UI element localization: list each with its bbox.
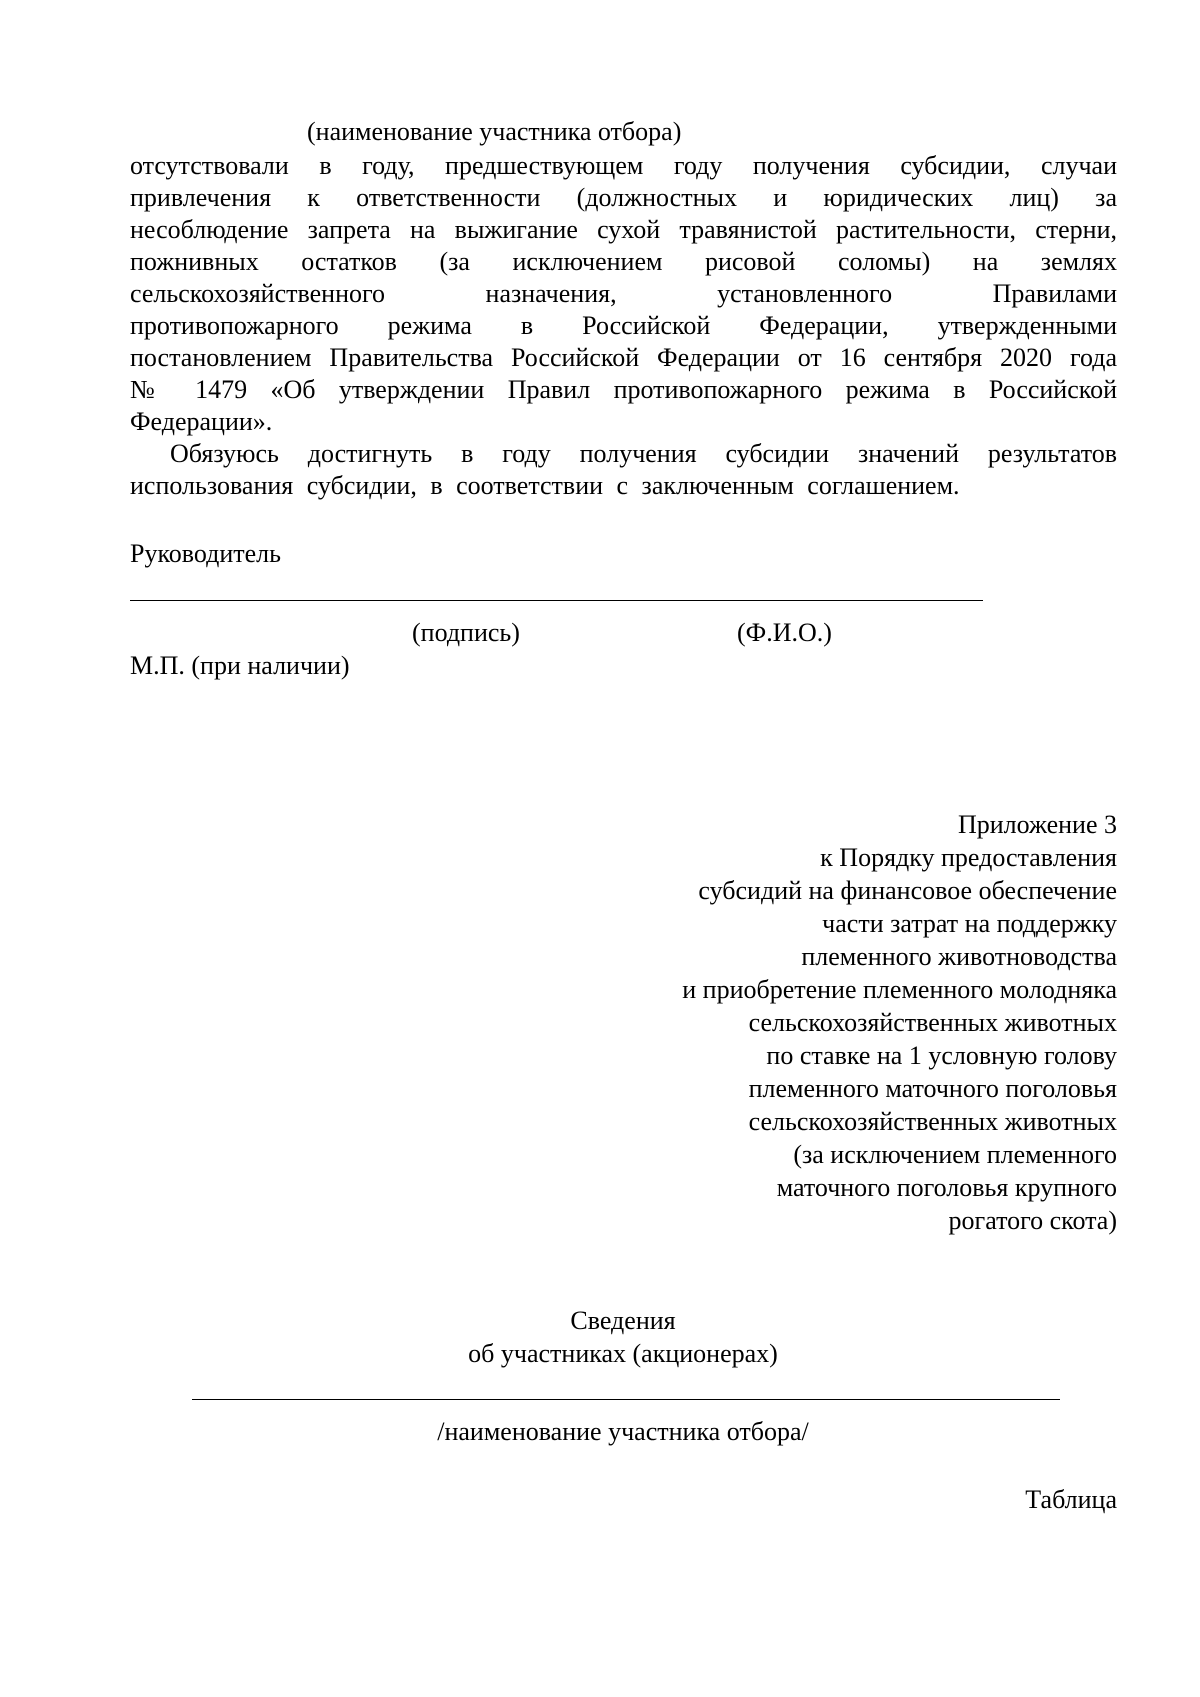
- paragraph-line: противопожарного режима в Российской Федерации, утвержденными: [130, 311, 1117, 340]
- paragraph-line: пожнивных остатков (за исключением рисовой соломы) на землях: [130, 247, 1117, 276]
- paragraph-line: № 1479 «Об утверждении Правил противопожарного режима в Российской: [130, 375, 1117, 404]
- participant-name-caption: (наименование участника отбора): [307, 117, 682, 146]
- appendix-line: рогатого скота): [948, 1206, 1117, 1235]
- appendix-line: сельскохозяйственных животных: [748, 1008, 1117, 1037]
- appendix-line: сельскохозяйственных животных: [748, 1107, 1117, 1136]
- appendix-line: маточного поголовья крупного: [776, 1173, 1117, 1202]
- appendix-line: и приобретение племенного молодняка: [682, 975, 1117, 1004]
- paragraph-line: постановлением Правительства Российской Федерации от 16 сентября 2020 года: [130, 343, 1117, 372]
- appendix-line: субсидий на финансовое обеспечение: [698, 876, 1117, 905]
- paragraph-line: сельскохозяйственного назначения, установленного Правилами: [130, 279, 1117, 308]
- stamp-caption: М.П. (при наличии): [130, 651, 350, 680]
- paragraph-line: отсутствовали в году, предшествующем году получения субсидии, случаи: [130, 151, 1117, 180]
- paragraph-line: привлечения к ответственности (должностных и юридических лиц) за: [130, 183, 1117, 212]
- signature-caption: (подпись): [412, 618, 520, 647]
- participant-name-line: [192, 1399, 1060, 1400]
- info-subtitle: об участниках (акционерах): [468, 1339, 778, 1368]
- appendix-line: Приложение 3: [957, 810, 1117, 839]
- name-caption: (Ф.И.О.): [737, 618, 832, 647]
- appendix-line: племенного животноводства: [801, 942, 1117, 971]
- appendix-line: части затрат на поддержку: [822, 909, 1117, 938]
- appendix-line: (за исключением племенного: [793, 1140, 1117, 1169]
- paragraph-line: Федерации».: [130, 407, 273, 436]
- appendix-line: по ставке на 1 условную голову: [766, 1041, 1117, 1070]
- paragraph-line: Обязуюсь достигнуть в году получения субсидии значений результатов: [170, 439, 1117, 468]
- signature-line: [130, 600, 983, 601]
- paragraph-line: несоблюдение запрета на выжигание сухой травянистой растительности, стерни,: [130, 215, 1117, 244]
- table-label: Таблица: [1025, 1485, 1117, 1514]
- appendix-header: [557, 808, 1117, 1237]
- head-title: Руководитель: [130, 539, 281, 568]
- paragraph-line: использования субсидии, в соответствии с заключенным соглашением.: [130, 471, 960, 500]
- appendix-line: племенного маточного поголовья: [748, 1074, 1117, 1103]
- info-title: Сведения: [570, 1306, 676, 1335]
- participant-name-caption-bottom: /наименование участника отбора/: [437, 1417, 809, 1446]
- appendix-line: к Порядку предоставления: [820, 843, 1117, 872]
